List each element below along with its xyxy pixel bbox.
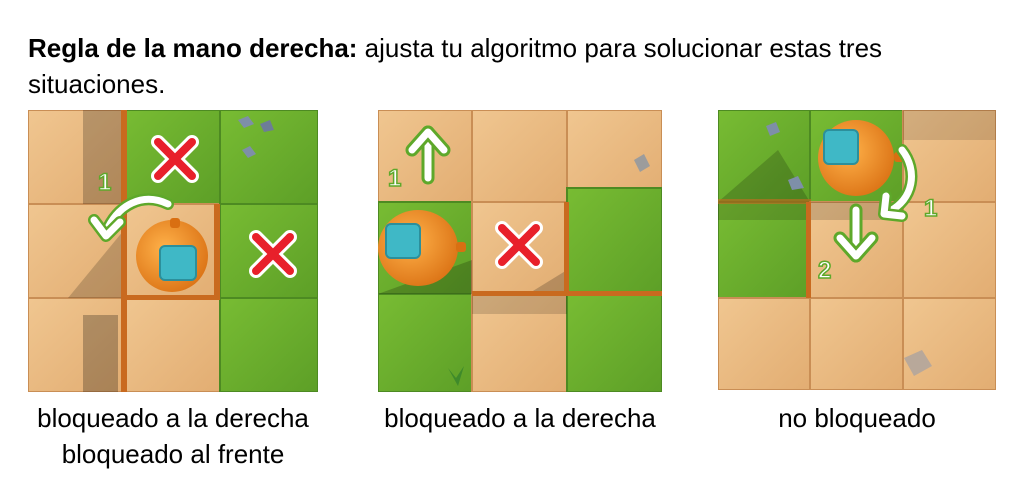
caption-2-line-1: bloqueado a la derecha bbox=[384, 403, 656, 433]
scenario-panel-1 bbox=[28, 110, 318, 392]
step-label-1: 1 bbox=[388, 165, 402, 192]
caption-2 bbox=[350, 400, 690, 436]
scenario-1-image bbox=[28, 110, 318, 392]
caption-3 bbox=[687, 400, 1022, 436]
step-label-2: 2 bbox=[818, 257, 832, 284]
scenario-3-image bbox=[718, 110, 996, 390]
step-label-1: 1 bbox=[924, 195, 938, 222]
caption-1-line-1: bloqueado a la derecha bbox=[37, 403, 309, 433]
instruction-title-bold: Regla de la mano derecha: bbox=[28, 33, 358, 63]
caption-1-line-2: bloqueado al frente bbox=[61, 439, 285, 469]
caption-3-line-1: no bloqueado bbox=[778, 403, 936, 433]
instruction-title bbox=[28, 30, 1008, 102]
instruction-title-rest: ajusta tu algoritmo para solucionar estas tres situaciones. bbox=[28, 33, 883, 99]
step-label-1: 1 bbox=[98, 169, 112, 196]
caption-1 bbox=[3, 400, 343, 472]
scenario-panel-3 bbox=[718, 110, 996, 390]
scenario-2-image bbox=[378, 110, 662, 392]
scenario-panel-2 bbox=[378, 110, 662, 392]
